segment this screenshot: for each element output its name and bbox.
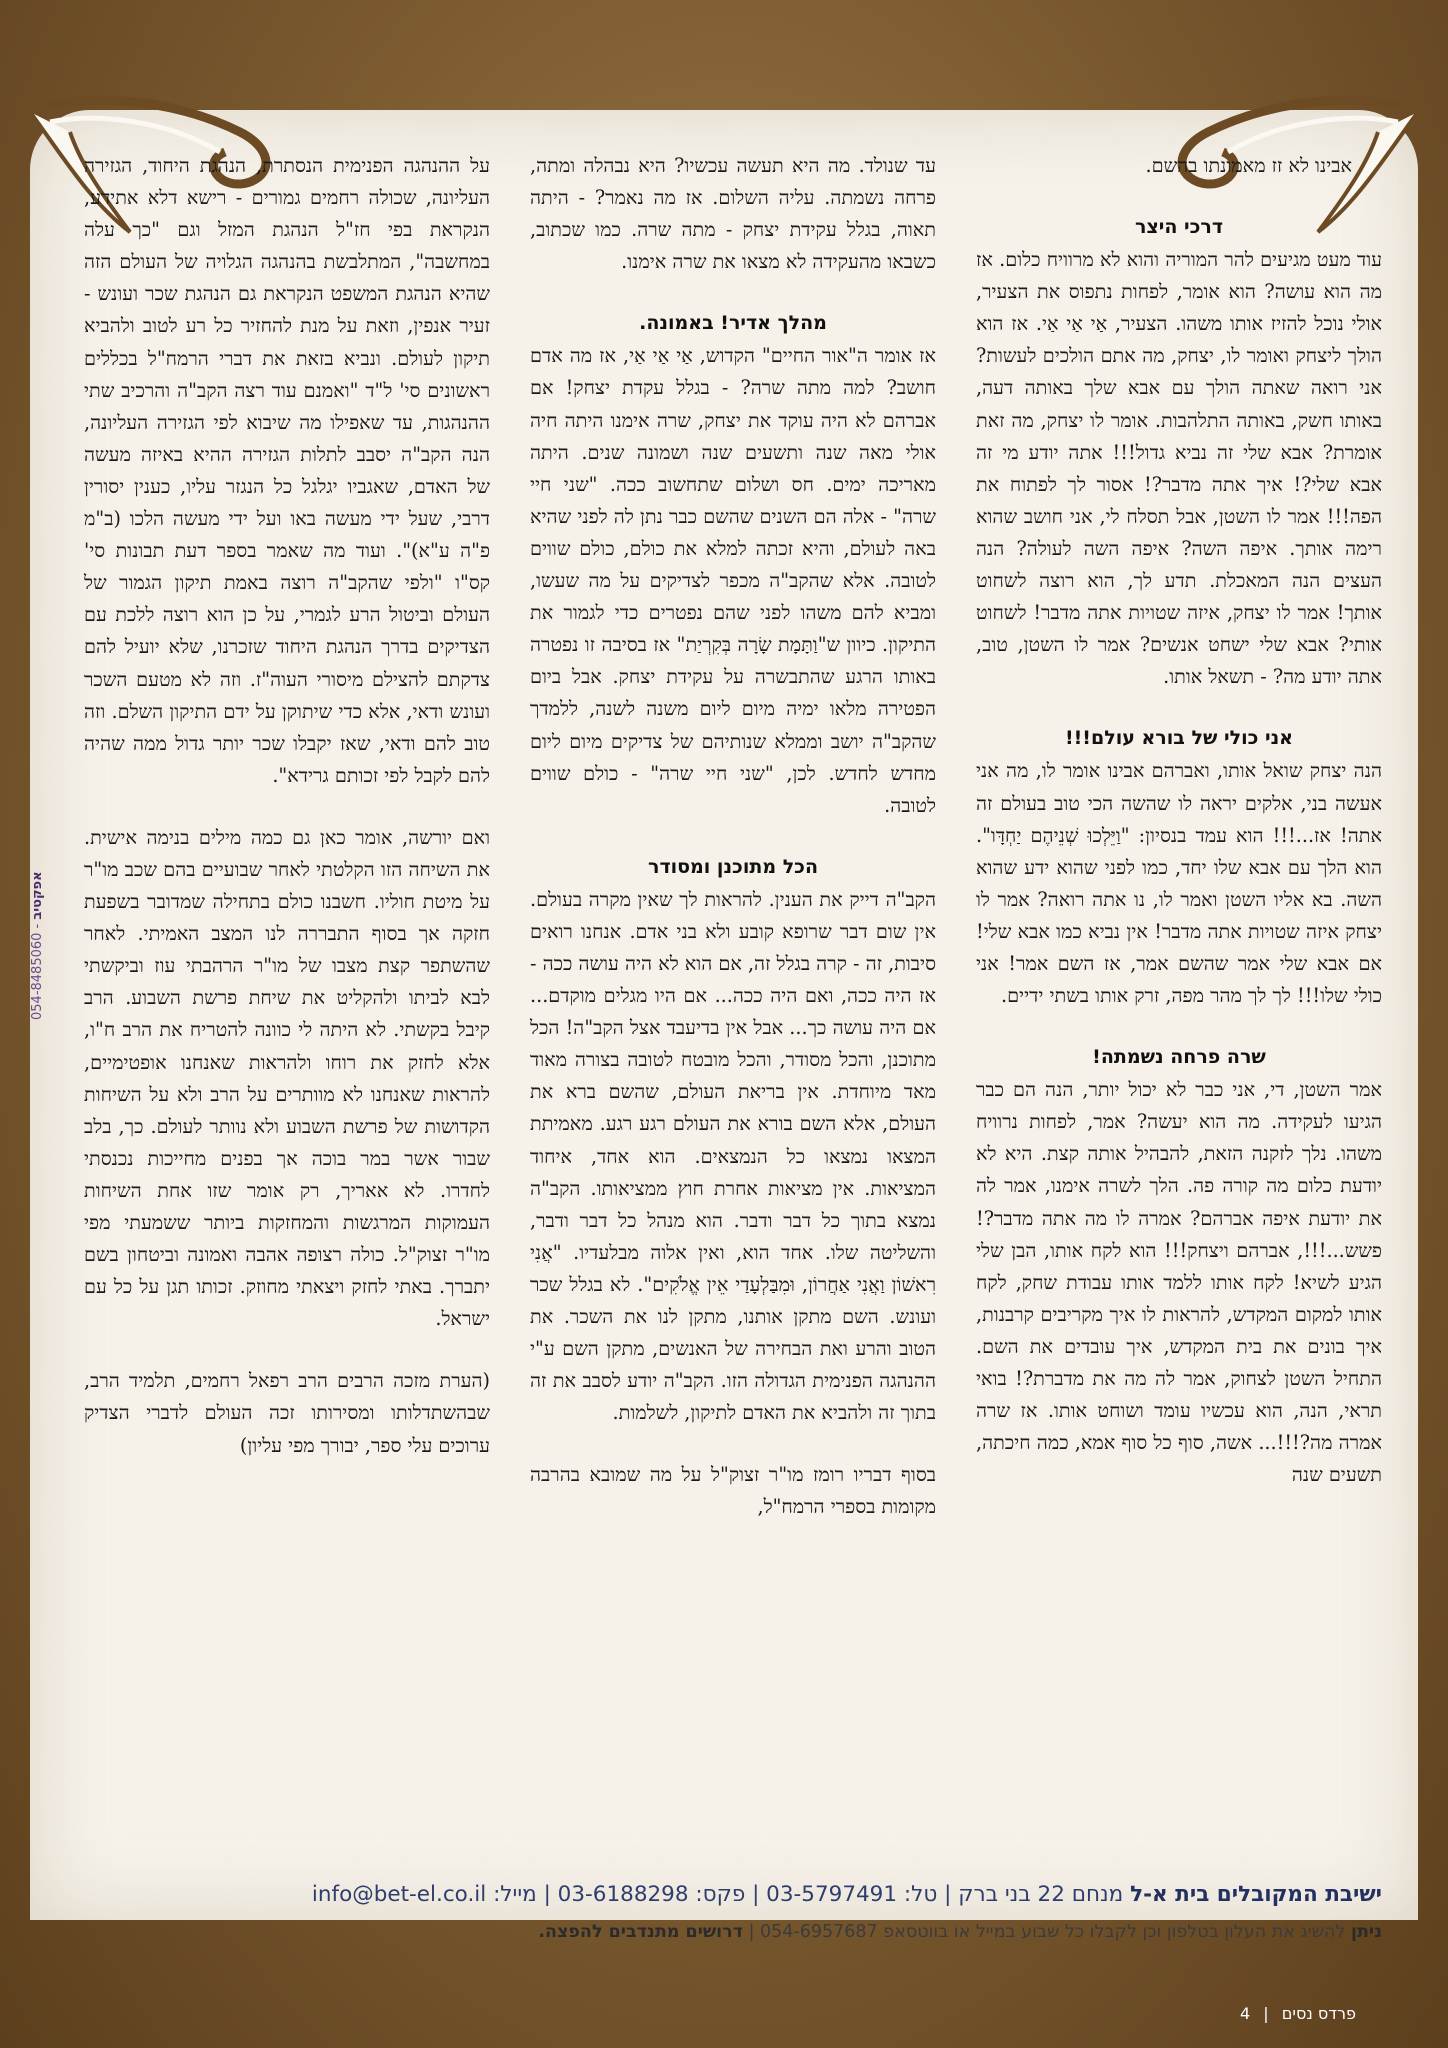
page-title: פרדס נסים <box>1281 2004 1356 2023</box>
side-phone: 054-8485060 <box>30 932 45 1020</box>
paragraph: (הערת מזכה הרבים הרב רפאל רחמים, תלמיד הרב, שבהשתדלותו ומסירותו זכה העולם לדברי הצדיק ערוכים עלי ספר, יבורך מפי עליון) <box>84 1369 490 1457</box>
footer-volunteers: דרושים מתנדבים להפצה. <box>538 1922 743 1942</box>
paragraph: הנה יצחק שואל אותו, ואברהם אבינו אומר לו, מה אני אעשה בני, אלקים יראה לו שהשה הכי טוב בעולם זה אתה! אז...!!! הוא עמד בנסיון: "וַיֵּלְכוּ שְׁנֵיהֶם יַחְדָּו". הוא הלך עם אבא שלו יחד, כמו לפני שהוא ידע שהוא השה. בא אליו השטן ואמר לו, נו אתה רואה? אמר לו יצחק איזה שטויות אתה מדבר! אין נביא כמו אבא שלי! אם אבא שלי אמר שהשם אמר, אז השם אמר! אני כולי שלו!!! לך לך מהר מפה, זרק אותו בשתי ידיים. <box>976 759 1382 1008</box>
footer-contact <box>82 1880 1382 1980</box>
section-heading: הכל מתוכנן ומסודר <box>648 855 818 878</box>
article-columns <box>82 150 1382 1820</box>
footer-contact-info: מנחם 22 בני ברק | טל: 03-5797491 | פקס: 03-6188298 | מייל: info@bet-el.co.il <box>311 1882 1131 1907</box>
paragraph: עד שנולד. מה היא תעשה עכשיו? היא נבהלה ומתה, פרחה נשמתה. עליה השלום. אז מה נאמר? - היתה תאוה, בגלל עקידת יצחק - מתה שרה. כמו שכתוב, כשבאו מהעקידה לא מצאו את שרה אימנו. <box>530 154 936 274</box>
page-footer: פרדס נסים | 4 <box>1240 2004 1356 2023</box>
section-heading: שרה פרחה נשמתה! <box>1092 1046 1266 1069</box>
paragraph: ואם יורשה, אומר כאן גם כמה מילים בנימה אישית. את השיחה הזו הקלטתי לאחר שבועיים בהם שכב מו"ר על מיטת חוליו. חשבנו כולם בתחילה שמדובר בשפעת חזקה אך בסוף התבררה לנו המצב האמיתי. לאחר שהשתפר קצת מצבו של מו"ר הרהבתי עוז וביקשתי לבא לביתו ולהקליט את שיחת פרשת השבוע. הרב קיבל בקשתי. לא היתה לי כוונה להטריח את הרב ח"ו, אלא לחזק את רוחו ולהראות שאנחנו אופטימיים, להראות שאנחנו לא מוותרים על הרב ולא על השיחות הקדושות של פרשת השבוע ולא נוותר לעולם. כך, בלב שבור אשר במר בוכה אך בפנים מחייכות נכנסתי לחדרו. לא אאריך, רק אומר שזו אחת השיחות העמוקות המרגשות והמחזקות ביותר ששמעתי מפי מו"ר זצוק"ל. כולה רצופה אהבה ואמונה וביטחון בשם יתברך. באתי לחזק ויצאתי מחוזק. זכותו תגן על כל עם ישראל. <box>84 825 490 1331</box>
paragraph: בסוף דבריו רומז מו"ר זצוק"ל על מה שמובא בהרבה מקומות בספרי הרמח"ל, <box>530 1463 936 1519</box>
side-brand: אפקטיב <box>30 871 45 920</box>
paragraph: אמר השטן, די, אני כבר לא יכול יותר, הנה הם כבר הגיעו לעקידה. מה הוא יעשה? אמר, לפחות נרוויח משהו. נלך לזקנה הזאת, להבהיל אותה קצת. היא לא יודעת כלום מה קורה פה. הלך לשרה אימנו, אמר לה את יודעת איפה אברהם? אמרה לו מה אתה מדבר?! פשש...!!!, אברהם ויצחק!!! הוא לקח אותו, הבן שלי הגיע לשיא! לקח אותו ללמד אותו עבודת שחק, לקח אותו למקום המקדש, להראות לו איך מקריבים קרבנות, איך בונים את בית המקדש, איך עובדים את השם. התחיל השטן לצחוק, אמר לה מה את מדברת?! בואי תראי, הנה, הוא עכשיו עומד ושוחט אותו. אז שרה אמרה מה?!!!... אשה, סוף כל סוף אמא, כמה חיכתה, תשעים שנה <box>976 1078 1382 1487</box>
column-left <box>84 150 490 1820</box>
section-heading: דרכי היצר <box>1134 216 1224 239</box>
paragraph: אז אומר ה"אור החיים" הקדוש, אַי אַי אַי, אז מה אדם חושב? למה מתה שרה? - בגלל עקדת יצחק! אם אברהם לא היה עוקד את יצחק, שרה אימנו היתה חיה אולי מאה שנה ותשעים שנה ושמונה שנים. היתה מאריכה ימים. חס ושלום שתחשוב ככה. "שני חיי שרה" - אלה הם השנים שהשם כבר נתן לה לפני שהיא באה לעולם, והיא זכתה למלא את כולם, כולם שווים לטובה. אלא שהקב"ה מכפר לצדיקים על מה שעשו, ומביא להם משהו לפני שהם נפטרים כדי לגמור את התיקון. כיוון ש"וַתָּמָת שָׂרָה בְּקִרְיַת" אז בסיבה זו נפטרה באותו הרגע שהתבשרה על עקידת יצחק. אבל ביום הפטירה מלאו ימיה מיום ליום משנה לשנה, ללמדך שהקב"ה יושב וממלא שנותיהם של צדיקים מיום ליום מחדש לחדש. לכן, "שני חיי שרה" - כולם שווים לטובה. <box>530 344 936 817</box>
paragraph: עוד מעט מגיעים להר המוריה והוא לא מרוויח כלום. אז מה הוא עושה? הוא אומר, לפחות נתפוס את הצעיר, אולי נוכל להזיז אותו משהו. הצעיר, אַי אַי אַי. אז הוא הולך ליצחק ואומר לו, יצחק, מה אתם הולכים לעשות? אני רואה שאתה הולך עם אבא שלך באותה דעה, באותו חשק, באותה התלהבות. אומר לו יצחק, מה זאת אומרת? אבא שלי זה נביא גדול!!! אתה יודע מי זה אבא שלי?! איך אתה מדבר?! אסור לך לפתוח את הפה!!! אמר לו השטן, אבל תסלח לי, אני חושב שהוא רימה אותך. איפה השה? איפה השה לעולה? הנה העצים הנה המאכלת. תדע לך, הוא רוצה לשחוט אותך! אמר לו יצחק, איזה שטויות אתה מדבר! לשחוט אותי? אבא שלי ישחט אנשים? אמר לו השטן, טוב, אתה יודע מה? - תשאל אותו. <box>976 248 1382 689</box>
paragraph: על ההנהגה הפנימית הנסתרת, הנהגת היחוד, הגזירה העליונה, שכולה רחמים גמורים - רישא דלא אתידע, הנקראת בפי חז"ל הנהגת המזל וגם "כך עלה במחשבה", המתלבשת בהנהגה הגלויה של העולם הזה שהיא הנהגת המשפט הנקראת גם הנהגת שכר ועונש - זעיר אנפין, וזאת על מנת להחזיר כל רע לטוב ולהביא תיקון לעולם. ונביא בזאת את דברי הרמח"ל בכללים ראשונים סי' ל"ד "ואמנם עוד רצה הקב"ה והרכיב שתי ההנהגות, עד שאפילו מה שיבוא לפי הגזירה העליונה, הנה הקב"ה יסבב לתלות הגזירה ההיא באיזה מעשה של האדם, שאגביו יגלגל כל הנגזר עליו, כענין יסורין דרבי, שעל ידי מעשה באו ועל ידי מעשה הלכו (ב"מ פ"ה ע"א)". ועוד מה שאמר בספר דעת תבונות סי' קס"ו "ולפי שהקב"ה רוצה באמת תיקון הגמור של העולם וביטול הרע לגמרי, על כן הוא רוצה ללכת עם הצדיקים בדרך הנהגת היחוד שזכרנו, שלא יועיל להם צדקתם להצילם מיסורי העוה"ז. וזה לא מטעם השכר ועונש ודאי, אלא כדי שיתוקן על ידם התיקון השלם. וזה טוב להם ודאי, שאז יקבלו שכר יותר גדול ממה שהיה להם לקבל לפי זכותם גרידא". <box>84 154 490 787</box>
column-middle <box>530 150 936 1820</box>
side-credit: 054-8485060 - אפקטיב <box>30 871 45 1020</box>
paragraph: הקב"ה דייק את הענין. להראות לך שאין מקרה בעולם. אין שום דבר שרופא קובע ולא בני אדם. אנחנו רואים סיבות, זה - קרה בגלל זה, אם הוא לא היה עושה ככה - אז היה ככה, ואם היה ככה... אם היו מגלים מוקדם... אם היה עושה כך... אבל אין בדיעבד אצל הקב"ה! הכל מתוכנן, והכל מסודר, והכל מובטח לטובה בצורה מאוד מאד מיוחדת. אין בריאת העולם, שהשם ברא את העולם, אלא השם בורא את העולם רגע רגע. מאמיתת המצאו נמצאו כל הנמצאים. הוא אחד, איחוד המציאות. אין מציאות אחרת חוץ ממציאותו. הקב"ה נמצא בתוך כל דבר ודבר. הוא מנהל כל דבר ודבר, והשליטה שלו. אחד הוא, ואין אלוה מבלעדיו. "אֲנִי רִאשׁוֹן וַאֲנִי אַחֲרוֹן, וּמִבַּלְעָדַי אֵין אֱלֹקִים". לא בגלל שכר ועונש. השם מתקן אותנו, מתקן לנו את השכר. את הטוב והרע ואת הבחירה של האנשים, מתקן השם ע"י ההנהגה הפנימית הגדולה הזו. הקב"ה יודע לסבב את זה בתוך זה ולהביא את האדם לתיקון, לשלמות. <box>530 887 936 1425</box>
section-heading: מהלך אדיר! באמונה. <box>639 312 827 335</box>
footer-line-1 <box>82 1882 1382 1907</box>
page-number: 4 <box>1240 2004 1251 2023</box>
footer-org: ישיבת המקובלים בית א-ל <box>1130 1882 1382 1907</box>
paragraph: אבינו לא זז מאמונתו בהשם. <box>1145 154 1352 177</box>
footer-line-2: ניתן להשיג את העלון בטלפון וכן לקבלו כל שבוע במייל או בווטסאפ 054-6957687 | דרושים מתנדבים להפצה. <box>538 1922 1382 1942</box>
column-right <box>976 150 1382 1820</box>
section-heading: אני כולי של בורא עולם!!! <box>1064 727 1294 750</box>
